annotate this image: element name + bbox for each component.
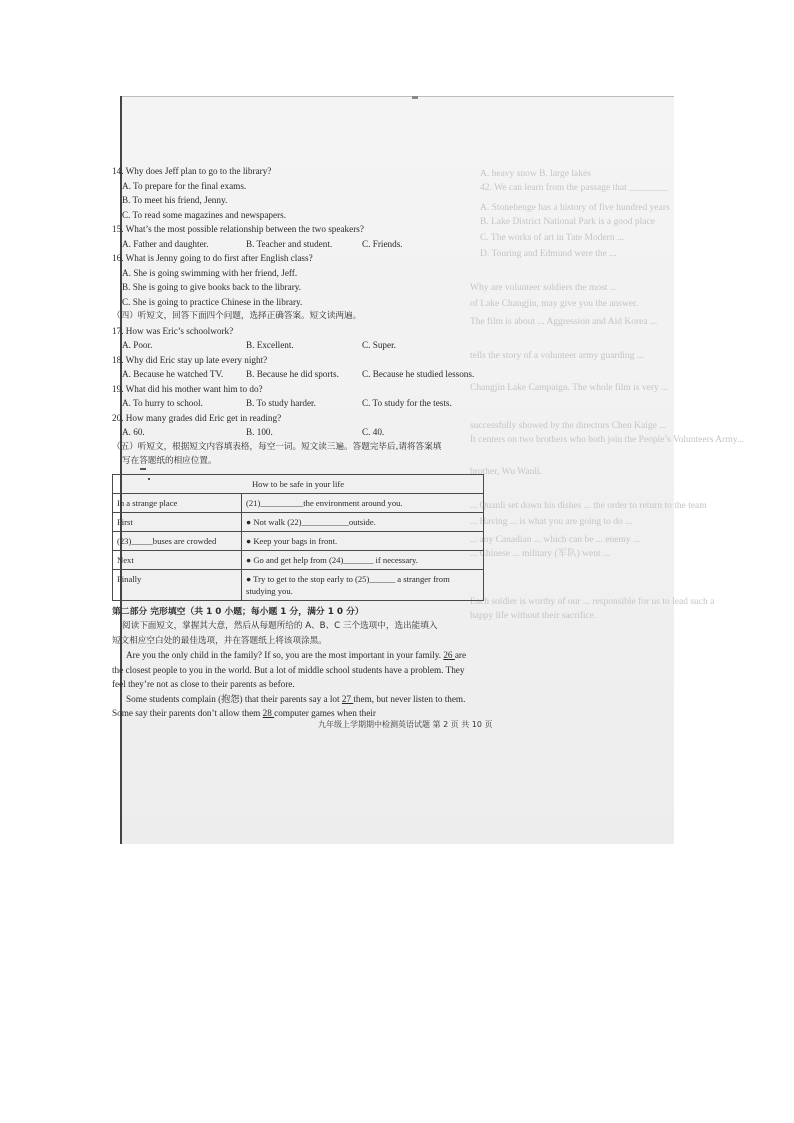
option: C. Because he studied lessons. xyxy=(362,369,475,379)
question-20 xyxy=(112,411,607,440)
table-cell-left: First xyxy=(113,512,242,531)
option: A. 60. xyxy=(122,427,145,437)
question-stem: 18. Why did Eric stay up late every night? xyxy=(112,354,268,365)
options-row xyxy=(112,425,607,440)
ghost-line: ... Quanli set down his dishes ... the order to return to the team xyxy=(470,501,707,511)
ghost-line: B. Lake District National Park is a good place xyxy=(480,217,655,227)
ghost-line: of Lake Changjin, may give you the answer. xyxy=(470,299,639,309)
option: C. 40. xyxy=(362,427,385,437)
option: C. To study for the tests. xyxy=(362,398,452,408)
part-2-title: 第二部分 完形填空（共 1 0 小题；每小题 1 分，满分 1 0 分） xyxy=(112,606,364,617)
option: A. To prepare for the final exams. xyxy=(122,180,247,191)
passage-text: them, but never listen to them. Some say their parents don’t allow them xyxy=(112,693,466,718)
option: C. Friends. xyxy=(362,238,403,249)
table-row xyxy=(113,569,484,600)
question-stem: 15. What’s the most possible relationship between the two speakers? xyxy=(112,224,364,234)
table-row xyxy=(113,512,484,531)
question-stem: 16. What is Jenny going to do first after English class? xyxy=(112,253,313,263)
ghost-line: D. Touring and Edmund were the ... xyxy=(480,249,617,259)
question-17 xyxy=(112,324,607,353)
table-cell-left: In a strange place xyxy=(113,493,242,512)
ghost-line: It centers on two brothers who both join the People’s Volunteers Army... xyxy=(470,435,744,445)
question-15 xyxy=(112,222,607,251)
question-stem: 20. How many grades did Eric get in reading? xyxy=(112,412,282,423)
option: B. To study harder. xyxy=(246,398,316,408)
table-cell-right: (21)__________the environment around you. xyxy=(242,493,484,512)
option: C. She is going to practice Chinese in the library. xyxy=(122,296,303,307)
question-stem: 17. How was Eric’s schoolwork? xyxy=(112,325,234,336)
table-row xyxy=(113,493,484,512)
question-stem: 19. What did his mother want him to do? xyxy=(112,383,263,394)
option: B. She is going to give books back to the library. xyxy=(122,282,302,292)
table-cell-right: ● Try to get to the stop early to (25)______ a stranger from studying you. xyxy=(242,569,484,600)
ghost-line: A. Stonehenge has a history of five hundred years xyxy=(480,203,670,213)
ghost-line: happy life without their sacrifice. xyxy=(470,611,597,621)
question-18 xyxy=(112,353,607,382)
question-16 xyxy=(112,251,607,309)
passage-paragraph-2 xyxy=(112,692,472,721)
option: B. 100. xyxy=(246,427,273,437)
option: A. Father and daughter. xyxy=(122,238,209,249)
passage-text: Some students complain (抱怨) that their parents say a lot xyxy=(126,693,342,704)
ghost-line: Each soldier is worthy of our ... responsible for us to lead such a xyxy=(470,597,715,607)
option: C. Super. xyxy=(362,340,396,350)
question-stem: 14. Why does Jeff plan to go to the library? xyxy=(112,166,272,176)
option: A. Poor. xyxy=(122,340,153,350)
blank-26: 26 xyxy=(443,650,455,660)
options-row xyxy=(112,396,607,411)
table-title: How to be safe in your life xyxy=(113,474,484,493)
ghost-line: successfully showed by the directors Chen Kaige ... xyxy=(470,421,667,431)
option: B. Because he did sports. xyxy=(246,369,339,379)
fill-in-table xyxy=(112,474,484,601)
option: C. To read some magazines and newspapers. xyxy=(122,209,287,220)
question-14 xyxy=(112,164,607,222)
ghost-line: ... Having ... is what you are going to do ... xyxy=(470,517,633,527)
section-5-instruction-cont: 写在答题纸的相应位置。 xyxy=(122,456,217,466)
table-cell-left: (23)_____buses are crowded xyxy=(113,531,242,550)
table-cell-right: ● Keep your bags in front. xyxy=(242,531,484,550)
part-2-instruction: 阅读下面短文，掌握其大意，然后从每题所给的 A、B、C 三个选项中，选出能填入 xyxy=(122,621,438,631)
option: A. She is going swimming with her friend, Jeff. xyxy=(122,267,298,278)
section-4-instruction: （四）听短文，回答下面四个问题，选择正确答案。短文读两遍。 xyxy=(112,311,362,321)
exam-content xyxy=(112,164,607,721)
part-2-instruction-cont: 短文相应空白处的最佳选项，并在答题纸上将该项涂黑。 xyxy=(112,635,327,646)
table-cell-left: Next xyxy=(113,550,242,569)
table-cell-right: ● Go and get help from (24)_______ if necessary. xyxy=(242,550,484,569)
page-footer: 九年级上学期期中检测英语试题 第 2 页 共 10 页 xyxy=(318,720,493,729)
scan-speck xyxy=(412,96,418,99)
ghost-line: The film is about ... Aggression and Aid Korea ... xyxy=(470,317,658,327)
option: B. Excellent. xyxy=(246,340,294,350)
options-row xyxy=(112,338,607,353)
question-19 xyxy=(112,382,607,411)
options-row xyxy=(112,367,607,382)
option: A. Because he watched TV. xyxy=(122,369,224,379)
ghost-line: ... any Canadian ... which can be ... enemy ... xyxy=(470,535,641,545)
ghost-line: 42. We can learn from the passage that ________ xyxy=(480,183,668,193)
table-cell-right: ● Not walk (22)___________outside. xyxy=(242,512,484,531)
table-cell-left: Finally xyxy=(113,569,242,600)
ghost-line: brother, Wu Wanli. xyxy=(470,467,542,477)
ghost-line: Changjin Lake Campaign. The whole film is very ... xyxy=(470,383,669,393)
table-row xyxy=(113,550,484,569)
passage-paragraph-1 xyxy=(112,648,472,692)
option: B. To meet his friend, Jenny. xyxy=(122,195,228,205)
section-5-instruction: （五）听短文，根据短文内容填表格，每空一词。短文读三遍。答题完毕后,请将答案填 xyxy=(112,441,442,452)
option: B. Teacher and student. xyxy=(246,238,333,249)
ghost-line: Why are volunteer soldiers the most ... xyxy=(470,283,617,293)
page-top-edge xyxy=(122,96,674,97)
option: A. To hurry to school. xyxy=(122,398,203,408)
ghost-line: C. The works of art in Tate Modern ... xyxy=(480,233,625,243)
passage-text: computer games when their xyxy=(274,708,376,718)
blank-28: 28 xyxy=(262,708,275,718)
table-row xyxy=(113,531,484,550)
ghost-line: A. heavy snow B. large lakes xyxy=(480,169,591,179)
passage-text: Are you the only child in the family? If so, you are the most important in your family. xyxy=(126,650,442,660)
ghost-line: tells the story of a volunteer army guarding ... xyxy=(470,351,644,361)
ghost-line: ... Chinese ... military (军队) went ... xyxy=(470,549,611,559)
options-row xyxy=(112,237,607,252)
blank-27: 27 xyxy=(341,693,354,704)
passage-text: are the closest people to you in the world. But a lot of middle school students have a problem. They feel they’re not as close to their parents as before. xyxy=(112,650,467,689)
